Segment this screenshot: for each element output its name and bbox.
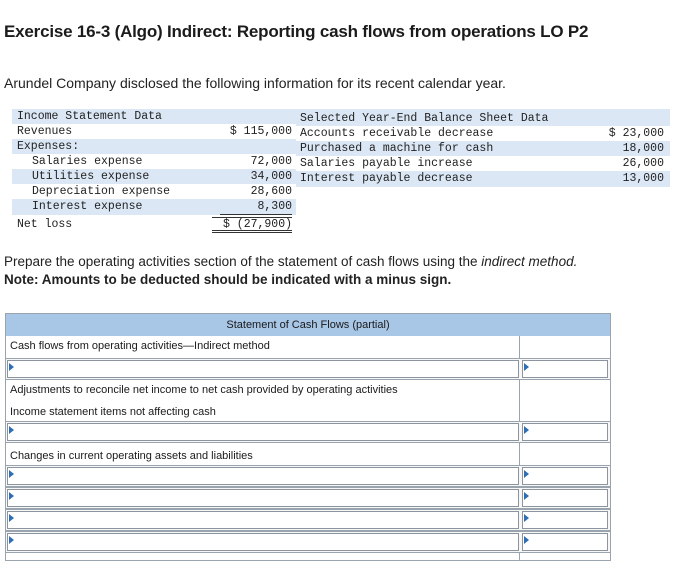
dropdown-arrow-icon <box>524 470 529 478</box>
interest-payable-value: 13,000 <box>622 172 664 185</box>
noncash-items-label: Income statement items not affecting cash <box>10 406 216 418</box>
interest-expense-value: 8,300 <box>220 199 292 215</box>
salaries-payable-label: Salaries payable increase <box>300 157 473 170</box>
dropdown-arrow-icon <box>524 426 529 434</box>
dropdown-arrow-icon <box>9 492 14 500</box>
income-statement-header: Income Statement Data <box>17 110 162 123</box>
balance-sheet-panel <box>296 109 670 187</box>
page-title: Exercise 16-3 (Algo) Indirect: Reporting cash flows from operations LO P2 <box>4 22 589 41</box>
adjustments-label: Adjustments to reconcile net income to net cash provided by operating activities <box>10 384 398 396</box>
depreciation-expense-label: Depreciation expense <box>32 185 171 198</box>
change-1-label-input[interactable] <box>7 467 519 485</box>
statement-table <box>5 313 611 561</box>
dropdown-arrow-icon <box>524 536 529 544</box>
accounts-receivable-label: Accounts receivable decrease <box>300 127 494 140</box>
statement-header: Statement of Cash Flows (partial) <box>6 314 610 336</box>
utilities-expense-label: Utilities expense <box>32 170 150 183</box>
operating-section-label: Cash flows from operating activities—Indirect method <box>10 340 270 352</box>
noncash-item-amount-input[interactable] <box>522 423 608 441</box>
income-statement-panel <box>12 109 296 235</box>
noncash-item-row <box>6 421 610 443</box>
change-2-amount-input[interactable] <box>522 489 608 507</box>
dropdown-arrow-icon <box>524 492 529 500</box>
instructions-text <box>4 254 577 269</box>
salaries-expense-label: Salaries expense <box>32 155 143 168</box>
net-income-label-input[interactable] <box>7 360 519 378</box>
salaries-payable-value: 26,000 <box>622 157 664 170</box>
noncash-item-label-input[interactable] <box>7 423 519 441</box>
utilities-expense-value: 34,000 <box>250 170 292 183</box>
machine-purchase-value: 18,000 <box>622 142 664 155</box>
dropdown-arrow-icon <box>524 514 529 522</box>
depreciation-expense-value: 28,600 <box>250 185 292 198</box>
net-income-row <box>6 358 610 380</box>
net-income-amount-input[interactable] <box>522 360 608 378</box>
dropdown-arrow-icon <box>524 363 529 371</box>
salaries-expense-value: 72,000 <box>250 155 292 168</box>
change-row-3 <box>6 509 610 531</box>
dropdown-arrow-icon <box>9 426 14 434</box>
change-4-amount-input[interactable] <box>522 533 608 551</box>
dropdown-arrow-icon <box>9 536 14 544</box>
machine-purchase-label: Purchased a machine for cash <box>300 142 494 155</box>
balance-sheet-header: Selected Year-End Balance Sheet Data <box>300 112 549 125</box>
dropdown-arrow-icon <box>9 470 14 478</box>
revenues-label: Revenues <box>17 125 73 138</box>
net-loss-value: $ (27,900) <box>212 217 292 233</box>
interest-payable-label: Interest payable decrease <box>300 172 473 185</box>
intro-text: Arundel Company disclosed the following information for its recent calendar year. <box>4 75 506 91</box>
change-row-4 <box>6 531 610 553</box>
accounts-receivable-value: $ 23,000 <box>608 127 664 140</box>
instructions-main: Prepare the operating activities section of the statement of cash flows using the <box>4 254 482 269</box>
change-1-amount-input[interactable] <box>522 467 608 485</box>
change-3-amount-input[interactable] <box>522 511 608 529</box>
dropdown-arrow-icon <box>9 363 14 371</box>
change-3-label-input[interactable] <box>7 511 519 529</box>
net-loss-label: Net loss <box>17 218 73 231</box>
change-2-label-input[interactable] <box>7 489 519 507</box>
instructions-method: indirect method. <box>481 254 578 269</box>
interest-expense-label: Interest expense <box>32 200 143 213</box>
changes-label: Changes in current operating assets and liabilities <box>10 450 253 462</box>
change-row-2 <box>6 487 610 509</box>
expenses-label: Expenses: <box>17 140 80 153</box>
revenues-value: $ 115,000 <box>229 125 292 138</box>
dropdown-arrow-icon <box>9 514 14 522</box>
instructions-note: Note: Amounts to be deducted should be indicated with a minus sign. <box>4 272 452 287</box>
change-row-1 <box>6 465 610 487</box>
change-4-label-input[interactable] <box>7 533 519 551</box>
